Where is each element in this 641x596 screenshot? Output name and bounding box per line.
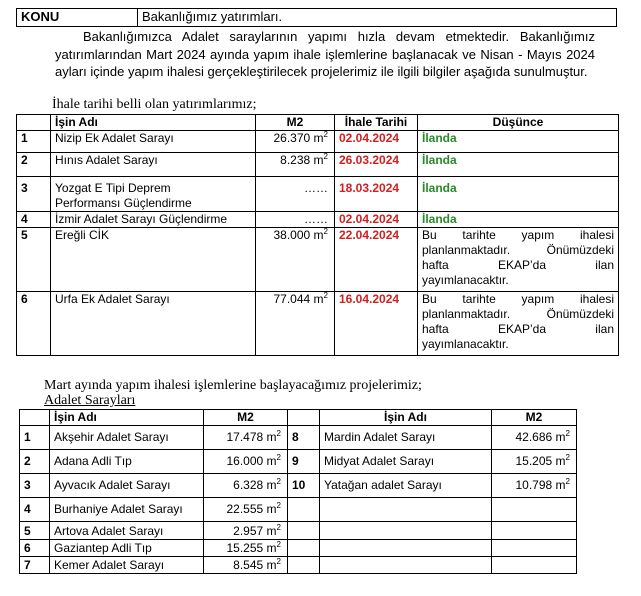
section2-subtitle: Adalet Sarayları: [44, 393, 136, 408]
table-row: 3 Yozgat E Tipi Deprem Performansı Güçlendirme …… 18.03.2024 İlanda: [17, 177, 619, 212]
section2-title: Mart ayında yapım ihalesi işlemlerine başlayacağımız projelerimiz;: [44, 378, 422, 393]
table-row: 7 Kemer Adalet Sarayı 8.545 $m^2$: [20, 557, 577, 574]
table-row: 5 Ereğli CİK 38.000 $m^2$ 22.04.2024 Bu tarihte yapım ihalesi planlanmaktadır. Önümüzdeki hafta EKAP’da ilan yayımlanacaktır.: [17, 228, 619, 292]
subject-table: [16, 8, 617, 27]
tender-dated-table: [16, 114, 619, 356]
header-m2: M2: [256, 115, 335, 131]
intro-line-3: ayları içinde yapım ihalesi gerçekleştirilecek projelerimiz ile ilgili bilgiler aşağıda sunulmuştur.: [55, 64, 588, 79]
header-name: İşin Adı: [51, 115, 256, 131]
intro-line-1: Bakanlığımızca Adalet saraylarının yapımı hızla devam etmektedir. Bakanlığımız: [83, 29, 595, 44]
table-row: 2 Adana Adli Tıp 16.000 $m^2$ 9 Midyat Adalet Sarayı 15.205 $m^2$: [20, 450, 577, 474]
header-note: Düşünce: [418, 115, 619, 131]
header-date: İhale Tarihi: [335, 115, 418, 131]
table-row: 2 Hınıs Adalet Sarayı 8.238 $m^2$ 26.03.2024 İlanda: [17, 153, 619, 177]
subject-label: KONU: [17, 9, 138, 27]
section1-title: İhale tarihi belli olan yatırımlarımız;: [52, 97, 257, 112]
march-projects-table: [19, 409, 577, 574]
intro-line-2: yatırımlarından Mart 2024 ayında yapım ihale işlemlerine başlanacak ve Nisan - Mayıs 2024: [55, 46, 595, 62]
table1-header-row: [17, 115, 619, 131]
table-row: 6 Gaziantep Adli Tıp 15.255 $m^2$: [20, 540, 577, 557]
table-row: 1 Nizip Ek Adalet Sarayı 26.370 $m^2$ 02.04.2024 İlanda: [17, 131, 619, 153]
table-row: 1 Akşehir Adalet Sarayı 17.478 $m^2$ 8 Mardin Adalet Sarayı 42.686 $m^2$: [20, 426, 577, 450]
intro-paragraph: [55, 28, 595, 81]
subject-value: Bakanlığımız yatırımları.: [138, 9, 617, 27]
table-row: 3 Ayvacık Adalet Sarayı 6.328 $m^2$ 10 Yatağan adalet Sarayı 10.798 $m^2$: [20, 474, 577, 498]
table-row: 6 Urfa Ek Adalet Sarayı 77.044 $m^2$ 16.04.2024 Bu tarihte yapım ihalesi planlanmaktadır. Önümüzdeki hafta EKAP’da ilan yayımlanacaktır.: [17, 292, 619, 356]
table-row: 4 İzmir Adalet Sarayı Güçlendirme …… 02.04.2024 İlanda: [17, 212, 619, 228]
table2-header-row: İşin Adı M2 İşin Adı M2: [20, 410, 577, 426]
table-row: 5 Artova Adalet Sarayı 2.957 $m^2$: [20, 522, 577, 540]
table-row: 4 Burhaniye Adalet Sarayı 22.555 $m^2$: [20, 498, 577, 522]
